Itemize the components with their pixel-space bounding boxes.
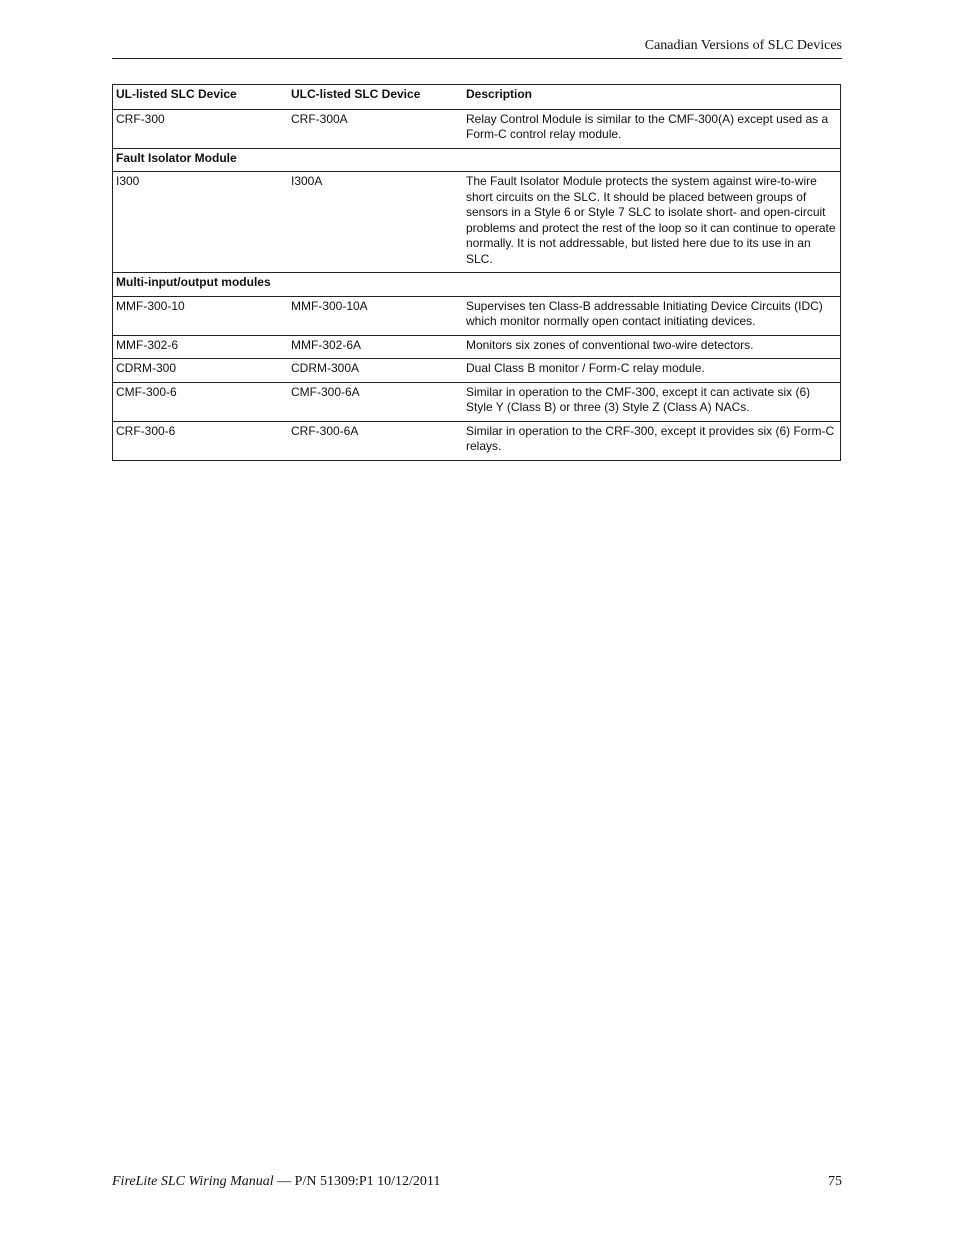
cell-ulc-device: MMF-302-6A (288, 335, 463, 359)
slc-device-table (112, 84, 841, 461)
footer-manual-title: FireLite SLC Wiring Manual (112, 1174, 274, 1189)
cell-ul-device: CMF-300-6 (113, 382, 289, 421)
cell-ul-device: CRF-300 (113, 109, 289, 148)
cell-description: Relay Control Module is similar to the CMF-300(A) except used as a Form-C control relay module. (463, 109, 841, 148)
cell-description: Similar in operation to the CRF-300, except it provides six (6) Form-C relays. (463, 421, 841, 460)
table-row (113, 382, 841, 421)
cell-ulc-device: CDRM-300A (288, 359, 463, 383)
footer-part-number: — P/N 51309:P1 10/12/2011 (273, 1174, 441, 1189)
table-row (113, 421, 841, 460)
cell-ul-device: CDRM-300 (113, 359, 289, 383)
cell-ulc-device: MMF-300-10A (288, 296, 463, 335)
section-heading: Fault Isolator Module (113, 148, 841, 172)
table-section-row (113, 148, 841, 172)
cell-ul-device: I300 (113, 172, 289, 273)
cell-ul-device: MMF-300-10 (113, 296, 289, 335)
cell-description: Dual Class B monitor / Form-C relay module. (463, 359, 841, 383)
header-rule (112, 58, 842, 59)
cell-ulc-device: CRF-300-6A (288, 421, 463, 460)
cell-ul-device: CRF-300-6 (113, 421, 289, 460)
footer-manual-info (112, 1174, 440, 1190)
cell-ulc-device: CRF-300A (288, 109, 463, 148)
cell-description: Similar in operation to the CMF-300, except it can activate six (6) Style Y (Class B) or three (3) Style Z (Class A) NACs. (463, 382, 841, 421)
cell-ul-device: MMF-302-6 (113, 335, 289, 359)
table-row (113, 335, 841, 359)
column-header-description: Description (463, 85, 841, 110)
table-row (113, 172, 841, 273)
table-section-row (113, 273, 841, 297)
table-row (113, 359, 841, 383)
section-heading: Multi-input/output modules (113, 273, 841, 297)
cell-ulc-device: I300A (288, 172, 463, 273)
cell-description: Supervises ten Class-B addressable Initiating Device Circuits (IDC) which monitor normally open contact initiating devices. (463, 296, 841, 335)
running-head-title: Canadian Versions of SLC Devices (644, 38, 842, 53)
cell-description: Monitors six zones of conventional two-wire detectors. (463, 335, 841, 359)
column-header-ul: UL-listed SLC Device (113, 85, 289, 110)
footer-page-number: 75 (828, 1174, 842, 1189)
column-header-ulc: ULC-listed SLC Device (288, 85, 463, 110)
cell-description: The Fault Isolator Module protects the system against wire-to-wire short circuits on the SLC. It should be placed between groups of sensors in a Style 6 or Style 7 SLC to isolate short- and open-circuit problems and protect the rest of the loop so it can continue to operate normally. It is not addressable, but listed here due to its use in an SLC. (463, 172, 841, 273)
table-row (113, 109, 841, 148)
table-header-row (113, 85, 841, 110)
cell-ulc-device: CMF-300-6A (288, 382, 463, 421)
table-row (113, 296, 841, 335)
